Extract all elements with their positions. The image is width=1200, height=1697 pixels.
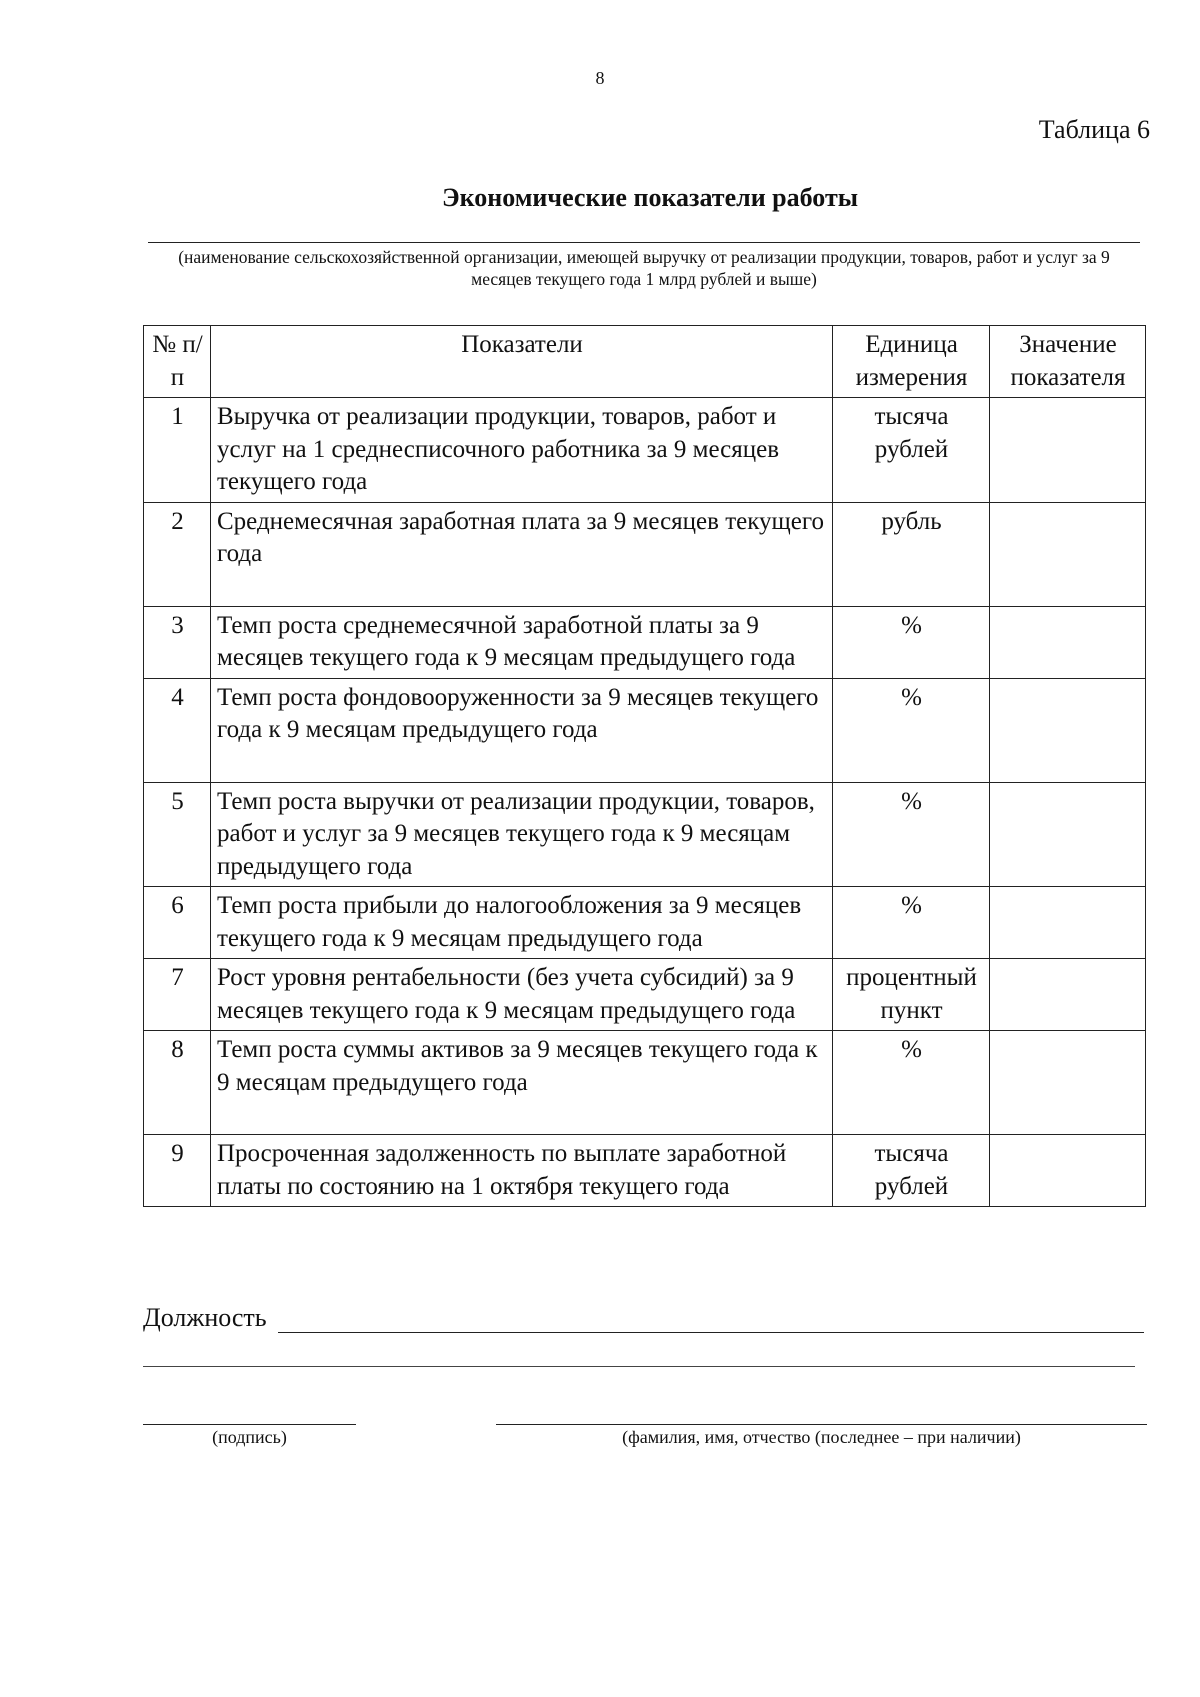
row-num: 2	[144, 502, 211, 606]
position-continuation-line[interactable]	[143, 1366, 1135, 1367]
row-name: Выручка от реализации продукции, товаров, работ и услуг на 1 среднесписочного работника за 9 месяцев текущего года	[211, 398, 833, 503]
row-name: Темп роста прибыли до налогообложения за 9 месяцев текущего года к 9 месяцам предыдущего года	[211, 887, 833, 959]
position-label: Должность	[143, 1303, 267, 1332]
page-number: 8	[595, 68, 605, 88]
full-name-line[interactable]	[496, 1424, 1147, 1425]
row-value-cell[interactable]	[990, 1031, 1146, 1135]
row-num: 8	[144, 1031, 211, 1135]
row-num: 9	[144, 1135, 211, 1207]
table-row	[144, 1031, 1146, 1135]
signature-line[interactable]	[143, 1424, 356, 1425]
row-value-cell[interactable]	[990, 887, 1146, 959]
row-num: 3	[144, 606, 211, 678]
document-title: Экономические показатели работы	[441, 183, 859, 212]
row-value-cell[interactable]	[990, 678, 1146, 782]
table-row	[144, 1135, 1146, 1207]
header-name: Показатели	[211, 326, 833, 398]
header-unit: Единица измерения	[833, 326, 990, 398]
indicators-table	[143, 325, 1146, 1207]
row-num: 1	[144, 398, 211, 503]
organization-name-caption: (наименование сельскохозяйственной организации, имеющей выручку от реализации продукции, товаров, работ и услуг за 9 месяцев текущего года 1 млрд рублей и выше)	[178, 247, 1110, 289]
row-name: Темп роста суммы активов за 9 месяцев текущего года к 9 месяцам предыдущего года	[211, 1031, 833, 1135]
full-name-caption: (фамилия, имя, отчество (последнее – при наличии)	[622, 1427, 1021, 1447]
row-name: Темп роста выручки от реализации продукции, товаров, работ и услуг за 9 месяцев текущего года к 9 месяцам предыдущего года	[211, 782, 833, 887]
table-row	[144, 959, 1146, 1031]
table-row	[144, 502, 1146, 606]
row-unit: %	[833, 1031, 990, 1135]
row-unit: тысяча рублей	[833, 398, 990, 503]
row-num: 6	[144, 887, 211, 959]
table-label: Таблица 6	[1038, 115, 1150, 144]
row-unit: процентный пункт	[833, 959, 990, 1031]
row-num: 7	[144, 959, 211, 1031]
row-value-cell[interactable]	[990, 606, 1146, 678]
row-name: Темп роста среднемесячной заработной платы за 9 месяцев текущего года к 9 месяцам предыдущего года	[211, 606, 833, 678]
row-unit: рубль	[833, 502, 990, 606]
row-value-cell[interactable]	[990, 398, 1146, 503]
row-value-cell[interactable]	[990, 782, 1146, 887]
row-value-cell[interactable]	[990, 1135, 1146, 1207]
row-value-cell[interactable]	[990, 959, 1146, 1031]
table-row	[144, 606, 1146, 678]
table-header-row	[144, 326, 1146, 398]
row-name: Просроченная задолженность по выплате заработной платы по состоянию на 1 октября текущего года	[211, 1135, 833, 1207]
header-num: № п/п	[144, 326, 211, 398]
row-name: Среднемесячная заработная плата за 9 месяцев текущего года	[211, 502, 833, 606]
organization-name-line[interactable]	[148, 242, 1140, 243]
signature-caption: (подпись)	[212, 1427, 287, 1447]
row-num: 4	[144, 678, 211, 782]
row-unit: %	[833, 606, 990, 678]
position-input-line[interactable]	[278, 1332, 1144, 1333]
header-value: Значение показателя	[990, 326, 1146, 398]
row-value-cell[interactable]	[990, 502, 1146, 606]
table-row	[144, 887, 1146, 959]
table-row	[144, 678, 1146, 782]
row-unit: тысяча рублей	[833, 1135, 990, 1207]
row-num: 5	[144, 782, 211, 887]
table-row	[144, 782, 1146, 887]
row-unit: %	[833, 782, 990, 887]
row-name: Рост уровня рентабельности (без учета субсидий) за 9 месяцев текущего года к 9 месяцам предыдущего года	[211, 959, 833, 1031]
row-name: Темп роста фондовооруженности за 9 месяцев текущего года к 9 месяцам предыдущего года	[211, 678, 833, 782]
table-row	[144, 398, 1146, 503]
row-unit: %	[833, 678, 990, 782]
row-unit: %	[833, 887, 990, 959]
